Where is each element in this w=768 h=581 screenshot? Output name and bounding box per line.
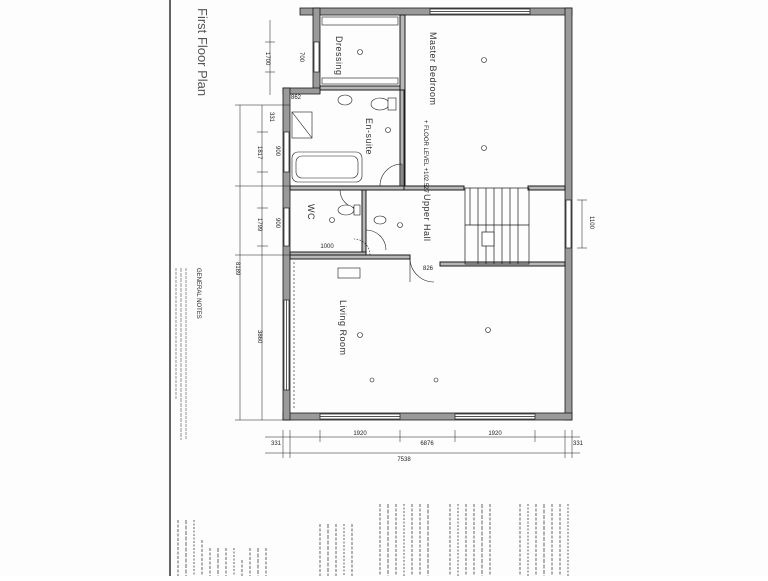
floor-level-label: + FLOOR LEVEL +102.527 [422,120,428,193]
dim-window-right: 1920 [488,431,502,437]
dim-ensuite-window: 900 [274,146,280,157]
dim-ensuite-depth: 1817 [256,146,262,160]
dim-wall-862: 862 [290,95,302,101]
general-notes-text-lines [176,268,186,440]
dim-overall-width: 7538 [397,457,411,463]
room-label-dressing: Dressing [334,36,344,76]
room-label-en-suite: En-suite [364,118,374,156]
dim-wc-window: 900 [274,218,280,229]
dim-ensuite-wall: 331 [268,112,274,123]
staircase [465,188,529,264]
dim-dressing-depth: 1700 [264,52,270,66]
room-label-living-room: Living Room [338,300,348,356]
room-labels [306,32,438,356]
room-label-master-bedroom: Master Bedroom [428,32,438,106]
dim-wc-width: 1000 [320,244,334,250]
dim-window-left: 1920 [353,431,367,437]
dim-stair-window: 1100 [588,216,594,229]
dim-living-depth: 3860 [256,330,262,344]
dim-depth: 8189 [234,262,240,276]
room-label-upper-hall: Upper Hall [422,194,432,242]
general-notes [176,268,201,440]
dim-wall-right: 331 [572,441,584,447]
dim-dressing-window: 700 [298,52,304,63]
general-notes-heading: GENERAL NOTES [195,268,201,319]
dim-door-826: 826 [422,266,434,272]
room-label-wc: WC [306,204,316,220]
dim-hall-depth: 1799 [256,218,262,232]
specification-text-columns [178,504,568,576]
drawing-title: First Floor Plan [195,8,210,97]
dim-inner-width: 6876 [420,441,434,447]
light-points [330,50,491,383]
dim-wall-left: 331 [270,441,282,447]
